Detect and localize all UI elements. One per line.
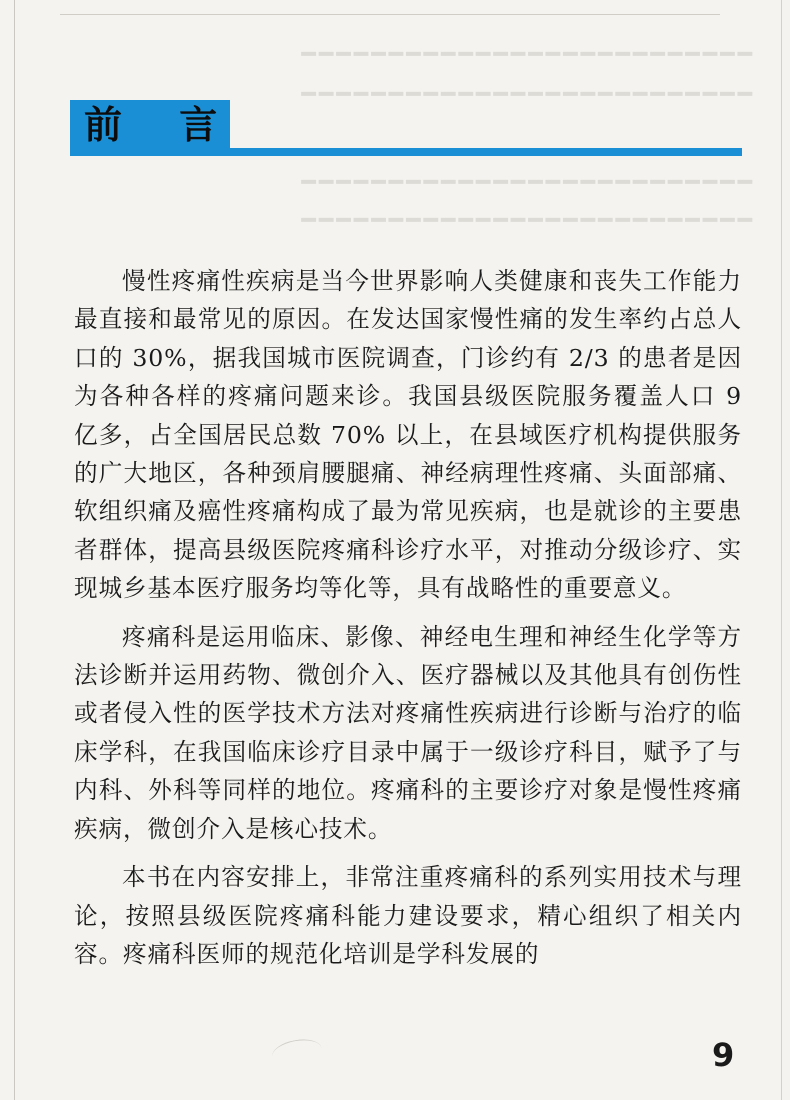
bleed-through-line: ━━━━━━━━━━━━━━━━━━━━━━━━━━ [298,40,752,68]
bleed-through-line: ━━━━━━━━━━━━━━━━━━━━━━━━━━ [298,206,752,234]
body-text [74,262,742,983]
paper-mark [270,1036,324,1069]
bleed-through-line: ━━━━━━━━━━━━━━━━━━━━━━━━━━ [298,168,752,196]
heading-underline-rule [70,148,742,156]
scan-edge-left [14,0,15,1100]
top-rule [60,14,720,15]
bleed-through-line: ━━━━━━━━━━━━━━━━━━━━━━━━━━ [298,80,752,108]
section-heading [70,100,742,162]
paragraph-1: 慢性疼痛性疾病是当今世界影响人类健康和丧失工作能力最直接和最常见的原因。在发达国家慢性痛的发生率约占总人口的 30%，据我国城市医院调查，门诊约有 2/3 的患者是因为各种各样的疼痛问题来诊。我国县级医院服务覆盖人口 9 亿多，占全国居民总数 70% 以上，在县域医疗机构提供服务的广大地区，各种颈肩腰腿痛、神经病理性疼痛、头面部痛、软组织痛及癌性疼痛构成了最为常见疾病，也是就诊的主要患者群体，提高县级医院疼痛科诊疗水平，对推动分级诊疗、实现城乡基本医疗服务均等化等，具有战略性的重要意义。 [74,267,742,603]
paragraph-2: 疼痛科是运用临床、影像、神经电生理和神经生化学等方法诊断并运用药物、微创介入、医疗器械以及其他具有创伤性或者侵入性的医学技术方法对疼痛性疾病进行诊断与治疗的临床学科，在我国临床诊疗目录中属于一级诊疗科目，赋予了与内科、外科等同样的地位。疼痛科的主要诊疗对象是慢性疼痛疾病，微创介入是核心技术。 [74,622,742,843]
page-title: 前 言 [84,103,240,147]
page-number: 9 [712,1036,735,1074]
scan-edge-right [781,0,782,1100]
paragraph-3: 本书在内容安排上，非常注重疼痛科的系列实用技术与理论，按照县级医院疼痛科能力建设要求，精心组织了相关内容。疼痛科医师的规范化培训是学科发展的 [74,863,742,968]
